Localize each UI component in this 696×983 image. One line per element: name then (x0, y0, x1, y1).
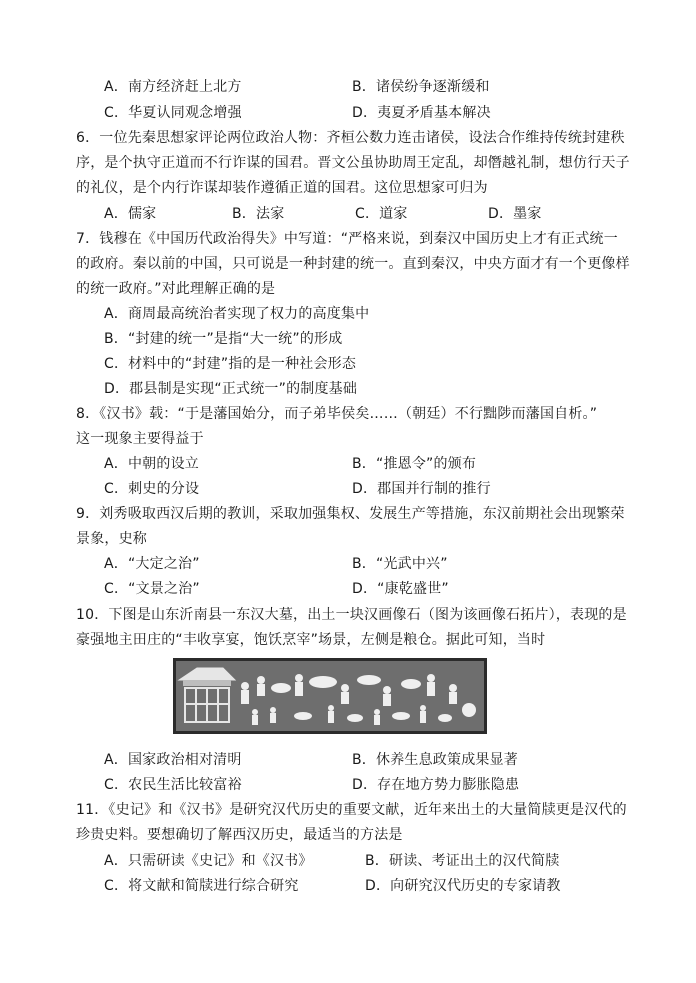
q7-stem-line-1: 7．钱穆在《中国历代政治得失》中写道：“严格来说，到秦汉中国历史上才有正式统一 (76, 231, 618, 247)
q8-option-a: A．中朝的设立 (104, 456, 199, 472)
q6-option-c: C．道家 (355, 206, 408, 222)
q10-option-b: B．休养生息政策成果显著 (352, 752, 519, 768)
q7-stem-line-3: 的统一政府。”对此理解正确的是 (76, 281, 276, 297)
q9-option-a: A．“大定之治” (104, 556, 200, 572)
q11-option-d: D．向研究汉代历史的专家请教 (365, 878, 561, 894)
q11-stem-line-1: 11．《史记》和《汉书》是研究汉代历史的重要文献，近年来出土的大量简牍更是汉代的 (76, 802, 627, 818)
q6-stem-line-2: 序，是个执守正道而不行诈谋的国君。晋文公虽协助周王定乱，却僭越礼制，想仿行天子 (76, 155, 630, 171)
q7-stem-line-2: 的政府。秦以前的中国，只可说是一种封建的统一。直到秦汉，中央方面才有一个更像样 (76, 256, 630, 272)
q6-stem-line-3: 的礼仪，是个内行诈谋却装作遵循正道的国君。这位思想家可归为 (76, 180, 488, 196)
q5-option-b: B．诸侯纷争逐渐缓和 (352, 79, 490, 95)
q11-option-c: C．将文献和简牍进行综合研究 (104, 878, 299, 894)
q10-stem-line-2: 豪强地主田庄的“丰收享宴，饱饫烹宰”场景，左侧是粮仓。据此可知，当时 (76, 632, 546, 648)
q11-option-b: B．研读、考证出土的汉代简牍 (365, 853, 560, 869)
q5-option-c: C．华夏认同观念增强 (104, 105, 242, 121)
q9-option-c: C．“文景之治” (104, 581, 200, 597)
q8-stem-line-2: 这一现象主要得益于 (76, 431, 204, 447)
q6-option-b: B．法家 (232, 206, 285, 222)
q10-stem-line-1: 10．下图是山东沂南县一东汉大墓，出土一块汉画像石（图为该画像石拓片），表现的是 (76, 607, 627, 623)
q7-option-a: A．商周最高统治者实现了权力的高度集中 (104, 306, 370, 322)
han-relief-rubbing-image (173, 658, 487, 734)
q10-option-a: A．国家政治相对清明 (104, 752, 242, 768)
q9-stem-line-1: 9．刘秀吸取西汉后期的教训，采取加强集权、发展生产等措施，东汉前期社会出现繁荣 (76, 506, 625, 522)
q6-stem-line-1: 6．一位先秦思想家评论两位政治人物：齐桓公数力连击诸侯，设法合作维持传统封建秩 (76, 130, 625, 146)
q6-option-d: D．墨家 (488, 206, 542, 222)
q8-option-b: B．“推恩令”的颁布 (352, 456, 477, 472)
q8-option-c: C．刺史的分设 (104, 481, 200, 497)
q9-option-d: D．“康乾盛世” (352, 581, 449, 597)
q7-option-d: D．郡县制是实现“正式统一”的制度基础 (104, 381, 358, 397)
q5-option-a: A．南方经济赶上北方 (104, 79, 242, 95)
q10-option-d: D．存在地方势力膨胀隐患 (352, 777, 520, 793)
q8-option-d: D．郡国并行制的推行 (352, 481, 491, 497)
q11-stem-line-2: 珍贵史料。要想确切了解西汉历史，最适当的方法是 (76, 827, 403, 843)
q9-option-b: B．“光武中兴” (352, 556, 448, 572)
q10-option-c: C．农民生活比较富裕 (104, 777, 242, 793)
q11-option-a: A．只需研读《史记》和《汉书》 (104, 853, 313, 869)
q6-option-a: A．儒家 (104, 206, 157, 222)
q8-stem-line-1: 8．《汉书》载：“于是藩国始分，而子弟毕侯矣……（朝廷）不行黜陟而藩国自析。” (76, 406, 598, 422)
q5-option-d: D．夷夏矛盾基本解决 (352, 105, 491, 121)
q7-option-b: B．“封建的统一”是指“大一统”的形成 (104, 331, 343, 347)
q7-option-c: C．材料中的“封建”指的是一种社会形态 (104, 356, 357, 372)
q9-stem-line-2: 景象，史称 (76, 531, 147, 547)
